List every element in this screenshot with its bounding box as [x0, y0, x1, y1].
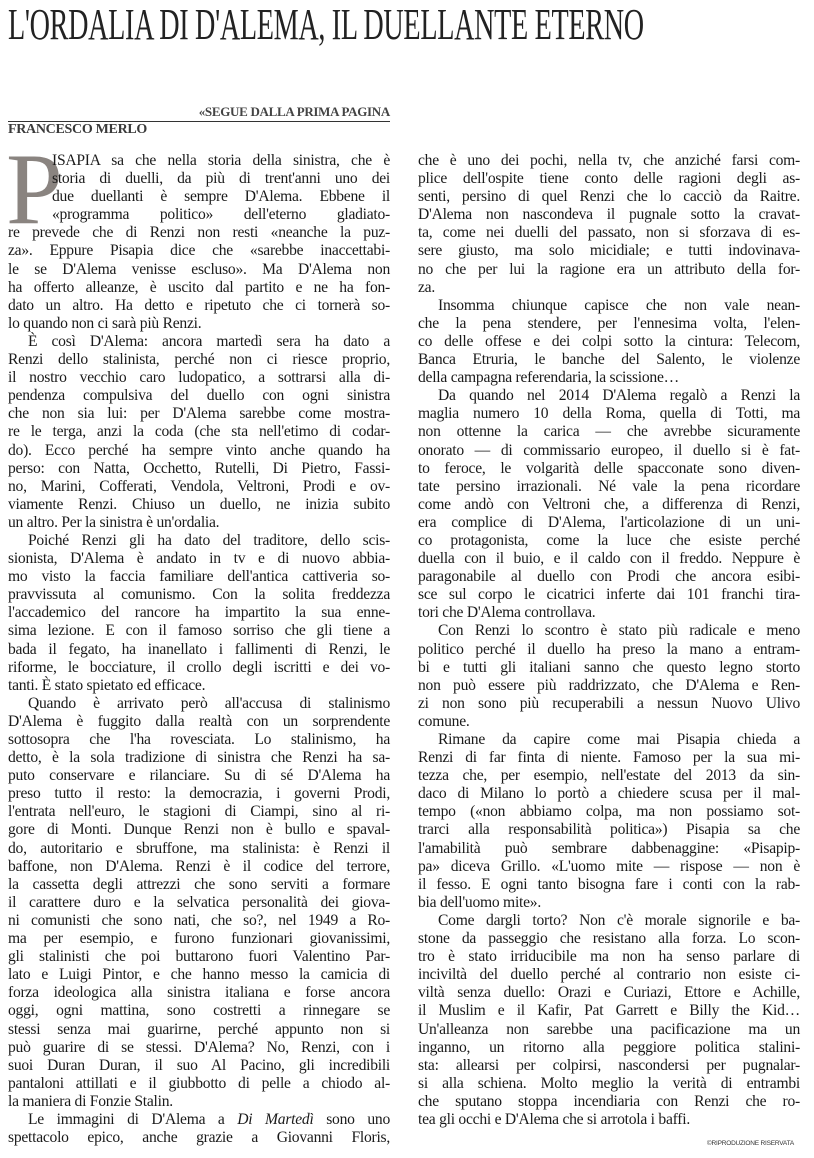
text-line: viltà senza duello: Orazi e Curiazi, Ettore e Achille, [418, 984, 800, 1002]
text-line: come andò con Veltroni che, a differenza di Renzi, [418, 495, 800, 513]
text-line: È così D'Alema: ancora martedì sera ha dato a [28, 332, 390, 350]
text-line: un altro. Per la sinistra è un'ordalia. [8, 513, 220, 531]
paragraph [418, 622, 800, 731]
text-line: re le terga, anzi la coda (che sta nell'etimo di codar- [8, 423, 390, 441]
text-line: Quando è arrivato però all'accusa di stalinismo [28, 694, 390, 712]
text-line: co delle offese e dei colpi sotto la cintura: Telecom, [418, 332, 800, 350]
article-column-left [8, 152, 390, 1147]
text-line: gli stalinisti che poi buttarono fuori Valentino Par- [8, 948, 390, 966]
text-line: stessi senza mai guarirne, perché appunto non si [8, 1020, 390, 1038]
text-line: trarci alla responsabilità politica») Pisapia sa che [418, 821, 800, 839]
text-line: il carattere duro e la selvatica personalità dei giova- [8, 893, 390, 911]
text-line: politico perché il duello ha preso la mano a entram- [418, 640, 800, 658]
text-line: ni comunisti che sono nati, che so?, nel 1949 a Ro- [8, 911, 390, 929]
text-line: Renzi dello stalinista, perché non ci riesce proprio, [8, 351, 390, 369]
text-line: perso: con Natta, Occhetto, Rutelli, Di Pietro, Fassi- [8, 459, 390, 477]
text-line: duella con il buio, e il caldo con il freddo. Neppure è [418, 550, 800, 568]
text-line: stone da passeggio che resistano alla forza. Lo scon- [418, 930, 800, 948]
drop-cap: P [6, 133, 63, 246]
text-line: due duellanti è sempre D'Alema. Ebbene il [52, 188, 390, 206]
text-line: comune. [418, 712, 470, 730]
text-line: il Muslim e il Kafir, Pat Garrett e Billy the Kid… [418, 1002, 800, 1020]
text-line: detto, è la sola tradizione di sinistra che Renzi ha sa- [8, 749, 390, 767]
text-line: non ottenne la carica — che avrebbe sicuramente [418, 423, 800, 441]
text-line: bada il fegato, ha inanellato i fallimenti di Renzi, le [8, 640, 390, 658]
text-line: inciviltà del duello perché al contrario non esiste ci- [418, 966, 800, 984]
text-line: della campagna referendaria, la scissione… [418, 369, 679, 387]
text-line: sima lezione. E con il famoso sorriso che gli tiene a [8, 622, 390, 640]
paragraph [8, 695, 390, 1111]
byline: FRANCESCO MERLO [8, 122, 148, 137]
article-column-right [418, 152, 800, 1129]
text-line: bi e tutti gli italiani sanno che questo legno storto [418, 658, 800, 676]
continuation-note: «SEGUE DALLA PRIMA PAGINA [198, 104, 390, 119]
text-line: D'Alema è fuggito dalla realtà con un sorprendente [8, 712, 390, 730]
text-line: no che per lui la ragione era un attributo della for- [418, 260, 800, 278]
text-line: tempo («non abbiamo colpa, ma non possiamo sot- [418, 803, 800, 821]
text-line: il fesso. E ogni tanto bisogna fare i conti con la rab- [418, 875, 800, 893]
text-line: l'accademico del rancore ha impartito la sua enne- [8, 604, 390, 622]
text-line: co protagonista, come la luce che esiste perché [418, 531, 800, 549]
text-line: storia di duelli, da più di trent'anni uno dei [52, 170, 390, 188]
paragraph [418, 387, 800, 622]
text-line: Con Renzi lo scontro è stato più radicale e meno [438, 622, 800, 640]
text-line [8, 1111, 390, 1129]
text-line: sta: allearsi per colpirsi, nascondersi per pugnalar- [418, 1056, 800, 1074]
text-line: bia dell'uomo mite». [418, 893, 541, 911]
text-line: pa» diceva Grillo. «L'uomo mite — rispose — non è [418, 857, 800, 875]
text-line: za. [418, 278, 435, 296]
text-line: forza ideologica alla sinistra italiana e forse ancora [8, 984, 390, 1002]
text-line: Renzi di far finta di niente. Famoso per la sua mi- [418, 749, 800, 767]
text-line: Banca Etruria, le banche del Salento, le violenze [418, 351, 800, 369]
text-line: non può essere più raddrizzato, che D'Alema e Ren- [418, 676, 800, 694]
text-line: sere giusto, ma solo micidiale; e tutti indovinava- [418, 242, 800, 260]
text-line: gore di Monti. Dunque Renzi non è bullo e spaval- [8, 821, 390, 839]
text-line: Da quando nel 2014 D'Alema regalò a Renzi la [438, 387, 800, 405]
text-line: le se D'Alema venisse escluso». Ma D'Alema non [8, 260, 390, 278]
text-line: pravvissuta al comunismo. Con la solita freddezza [8, 586, 390, 604]
text-line: sionista, D'Alema è andato in tv e di nuovo abbia- [8, 550, 390, 568]
text-line: do, autoritario e sbruffone, ma stalinista: è Renzi il [8, 839, 390, 857]
text-line: «programma politico» dell'eterno gladiato- [52, 206, 390, 224]
text-line: Insomma chiunque capisce che non vale nean- [438, 296, 800, 314]
copyright-notice: ©RIPRODUZIONE RISERVATA [706, 1140, 794, 1147]
text-line: maglia numero 10 della Roma, quella di Totti, ma [418, 405, 800, 423]
text-line: onorato — di commissario europeo, il duello si è fat- [418, 441, 800, 459]
text-line: daco di Milano lo portò a chiedere scusa per il mal- [418, 785, 800, 803]
program-title: Di Martedì [237, 1110, 314, 1128]
text-line: pendenza compulsiva del duello con ogni sinistra [8, 387, 390, 405]
text-line: può guarire di se stessi. D'Alema? No, Renzi, con i [8, 1038, 390, 1056]
paragraph [8, 152, 390, 333]
text-line: ma per esempio, e furono funzionari giovanissimi, [8, 930, 390, 948]
text-line: tori che D'Alema controllava. [418, 604, 596, 622]
text-line: Un'alleanza non sarebbe una pacificazione ma un [418, 1020, 800, 1038]
text-line: baffone, non D'Alema. Renzi è il codice del terrore, [8, 857, 390, 875]
text-line: no, Marini, Cofferati, Vendola, Veltroni, Prodi e ov- [8, 477, 390, 495]
text-line: tro è stato irriducibile ma non ha senso parlare di [418, 948, 800, 966]
paragraph [418, 912, 800, 1129]
text-line: era complice di D'Alema, l'articolazione di un uni- [418, 513, 800, 531]
text-line: tanti. È stato spietato ed efficace. [8, 676, 206, 694]
text-line: il nostro vecchio caro ludopatico, a sottrarsi alla di- [8, 369, 390, 387]
text-line: plice dell'ospite tiene conto delle ragioni degli as- [418, 170, 800, 188]
text-line: che non sia lui: per D'Alema sarebbe come mostra- [8, 405, 390, 423]
text-line: lato e Luigi Pintor, e che hanno messo la camicia di [8, 966, 390, 984]
text-segment: sono uno [313, 1110, 390, 1128]
text-line: spettacolo epico, anche grazie a Giovanni Floris, [8, 1129, 390, 1147]
text-line: paragonabile al duello con Prodi che ancora esibi- [418, 568, 800, 586]
text-line: Poiché Renzi gli ha dato del traditore, dello scis- [28, 531, 390, 549]
text-line: preso tutto il resto: la democrazia, i governi Prodi, [8, 785, 390, 803]
text-line: inganno, un ritorno alla peggiore politica stalini- [418, 1038, 800, 1056]
paragraph [418, 731, 800, 912]
text-line: la maniera di Fonzie Stalin. [8, 1092, 173, 1110]
text-line: za». Eppure Pisapia dice che «sarebbe inaccettabi- [8, 242, 390, 260]
text-line: D'Alema non nascondeva il pugnale sotto la cravat- [418, 206, 800, 224]
paragraph [8, 1111, 390, 1147]
text-line: lo quando non ci sarà più Renzi. [8, 314, 202, 332]
text-line: si alla schiena. Molto meglio la verità di entrambi [418, 1074, 800, 1092]
text-line: tea gli occhi e D'Alema che si arrotola i baffi. [418, 1110, 690, 1128]
text-line: che è uno dei pochi, nella tv, che anziché farsi com- [418, 152, 800, 169]
paragraph [8, 532, 390, 695]
text-line: sottosopra che l'ha rovesciata. Lo stalinismo, ha [8, 731, 390, 748]
text-line: riforme, le bocciature, il crollo degli iscritti e dei vo- [8, 658, 390, 676]
paragraph [8, 333, 390, 532]
text-line: to feroce, le volgarità delle spacconate sono diven- [418, 459, 800, 477]
text-line: Rimane da capire come mai Pisapia chieda a [438, 731, 800, 748]
text-line: ISAPIA sa che nella storia della sinistra, che è [52, 152, 390, 169]
text-line: zi non sono più recuperabili a nessun Nuovo Ulivo [418, 694, 800, 712]
text-line: Come dargli torto? Non c'è morale signorile e ba- [438, 911, 800, 929]
text-line: che sputano stoppa incendiaria con Renzi che ro- [418, 1092, 800, 1110]
text-line: l'entrata nell'euro, le stagioni di Ciampi, sino al ri- [8, 803, 390, 821]
text-line: suoi Duran Duran, il suo Al Pacino, gli incredibili [8, 1056, 390, 1074]
headline: L'ORDALIA DI D'ALEMA, IL DUELLANTE ETERNO [8, 0, 644, 49]
text-line: tate persino irrazionali. Né vale la pena ricordare [418, 477, 800, 495]
text-line: re prevede che di Renzi non resti «neanche la puz- [8, 224, 390, 242]
text-line: pantaloni attillati e il giubbotto di pelle a chiodo al- [8, 1074, 390, 1092]
text-line: oggi, ogni mattina, sono costretti a rinnegare se [8, 1002, 390, 1020]
paragraph [418, 152, 800, 297]
text-line: puto conservare e rilanciare. Su di sé D'Alema ha [8, 767, 390, 785]
text-line: ta, come nei duelli del passato, non si sforzava di es- [418, 224, 800, 242]
text-line: tezza che, per esempio, nell'estate del 2013 da sin- [418, 767, 800, 785]
text-line: senti, persino di quel Renzi che lo cacciò da Raitre. [418, 188, 800, 206]
paragraph [418, 297, 800, 387]
text-line: che la pena stendere, per l'ennesima volta, l'elen- [418, 314, 800, 332]
text-line: mo visto la faccia familiare dell'antica cattiveria so- [8, 568, 390, 586]
text-segment: Le immagini di D'Alema a [28, 1110, 238, 1128]
text-line: viamente Renzi. Chiuso un duello, ne inizia subito [8, 495, 390, 513]
text-line: la cassetta degli attrezzi che sono serviti a formare [8, 875, 390, 893]
text-line: ha offerto alleanze, è uscito dal partito e ne ha fon- [8, 278, 390, 296]
text-line: do). Ecco perché ha sempre vinto anche quando ha [8, 441, 390, 459]
text-line: l'amabilità può sembrare dabbenaggine: «Pisapip- [418, 839, 800, 857]
text-line: dato un altro. Ha detto e ripetuto che ci tornerà so- [8, 296, 390, 314]
text-line: sce sul corpo le cicatrici inferte dai 101 franchi tira- [418, 586, 800, 604]
